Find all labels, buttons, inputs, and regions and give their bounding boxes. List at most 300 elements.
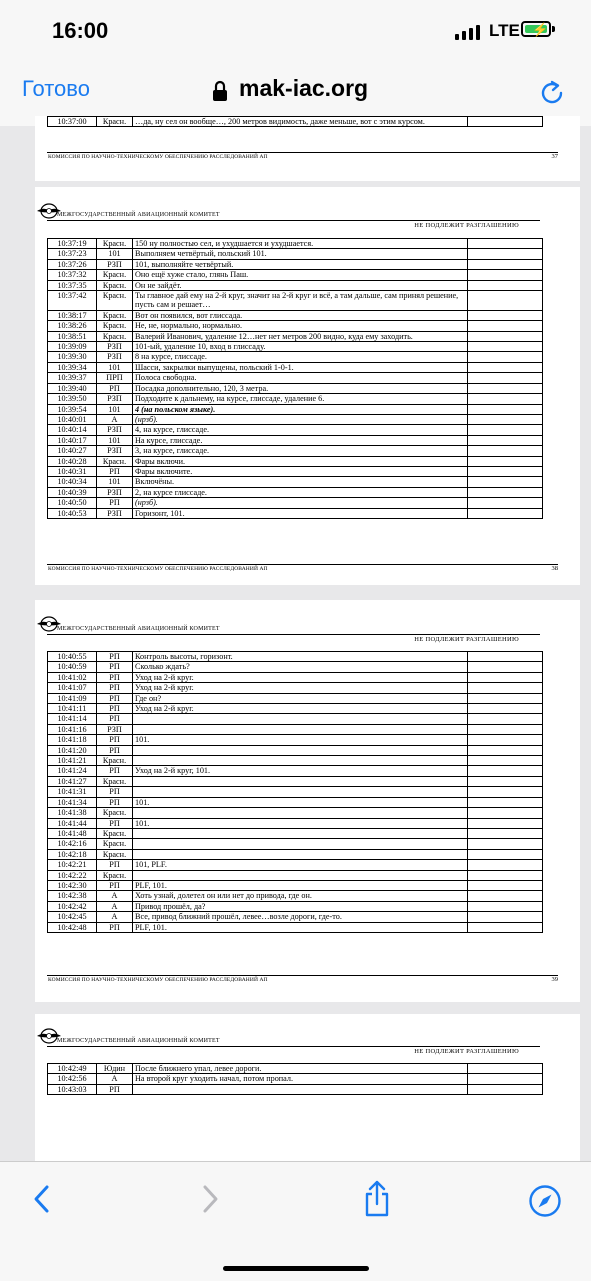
transcript-row	[48, 901, 543, 911]
notes-cell	[468, 280, 543, 290]
speaker-cell: А	[97, 891, 133, 901]
time-cell: 10:40:31	[48, 466, 97, 476]
time-cell: 10:37:00	[48, 117, 97, 127]
transcript-row	[48, 839, 543, 849]
utterance-cell: Подходите к дальнему, на курсе, глиссаде, удаление 6.	[133, 394, 468, 404]
transcript-row	[48, 922, 543, 932]
notes-cell	[468, 456, 543, 466]
time-cell: 10:39:37	[48, 373, 97, 383]
utterance-cell: Фары включите.	[133, 466, 468, 476]
transcript-row	[48, 435, 543, 445]
notes-cell	[468, 828, 543, 838]
transcript-row	[48, 891, 543, 901]
speaker-cell: Юдин	[97, 1064, 133, 1074]
transcript-row	[48, 860, 543, 870]
speaker-cell: РП	[97, 787, 133, 797]
utterance-cell: 150 ну полностью сел, и ухудшается и ухудшается.	[133, 239, 468, 249]
notes-cell	[468, 808, 543, 818]
notes-cell	[468, 383, 543, 393]
time-cell: 10:40:59	[48, 662, 97, 672]
speaker-cell: Красн.	[97, 849, 133, 859]
utterance-cell: Оно ещё хуже стало, глянь Паш.	[133, 270, 468, 280]
notes-cell	[468, 662, 543, 672]
utterance-cell: Горизонт, 101.	[133, 508, 468, 518]
utterance-cell: На курсе, глиссаде.	[133, 435, 468, 445]
utterance-cell	[133, 787, 468, 797]
speaker-cell: Красн.	[97, 310, 133, 320]
utterance-cell: 8 на курсе, глиссаде.	[133, 352, 468, 362]
utterance-cell: Уход на 2-й круг.	[133, 704, 468, 714]
transcript-row	[48, 756, 543, 766]
speaker-cell: РЗП	[97, 352, 133, 362]
notes-cell	[468, 1064, 543, 1074]
pdf-page-39	[35, 600, 580, 1002]
utterance-cell: 2, на курсе глиссаде.	[133, 487, 468, 497]
page-number: 37	[551, 153, 558, 160]
time-cell: 10:41:48	[48, 828, 97, 838]
notes-cell	[468, 901, 543, 911]
transcript-row	[48, 714, 543, 724]
utterance-cell: (нрзб).	[133, 498, 468, 508]
transcript-row	[48, 280, 543, 290]
utterance-cell: PLF, 101.	[133, 922, 468, 932]
utterance-cell: Вот он появился, вот глиссада.	[133, 310, 468, 320]
transcript-row	[48, 818, 543, 828]
notes-cell	[468, 704, 543, 714]
notes-cell	[468, 735, 543, 745]
pdf-page-38	[35, 187, 580, 585]
utterance-cell: 101.	[133, 818, 468, 828]
time-cell: 10:41:16	[48, 724, 97, 734]
time-cell: 10:42:18	[48, 849, 97, 859]
speaker-cell: РП	[97, 714, 133, 724]
transcript-row	[48, 849, 543, 859]
notes-cell	[468, 270, 543, 280]
pdf-page-37	[35, 116, 580, 181]
speaker-cell: РЗП	[97, 394, 133, 404]
time-cell: 10:40:28	[48, 456, 97, 466]
notes-cell	[468, 652, 543, 662]
transcript-row	[48, 404, 543, 414]
transcript-table-37	[47, 116, 543, 127]
back-chevron-icon[interactable]	[30, 1184, 54, 1214]
notes-cell	[468, 249, 543, 259]
utterance-cell: 3, на курсе, глиссаде.	[133, 446, 468, 456]
notes-cell	[468, 404, 543, 414]
speaker-cell: Красн.	[97, 270, 133, 280]
speaker-cell: РП	[97, 745, 133, 755]
utterance-cell: 101, выполняйте четвёртый.	[133, 259, 468, 269]
transcript-table-38	[47, 238, 543, 519]
time-cell: 10:42:38	[48, 891, 97, 901]
time-cell: 10:38:26	[48, 321, 97, 331]
speaker-cell: 101	[97, 249, 133, 259]
transcript-row	[48, 342, 543, 352]
notes-cell	[468, 321, 543, 331]
utterance-cell: 101, PLF.	[133, 860, 468, 870]
utterance-cell	[133, 745, 468, 755]
time-cell: 10:40:55	[48, 652, 97, 662]
speaker-cell: Красн.	[97, 456, 133, 466]
transcript-row	[48, 652, 543, 662]
utterance-cell: Он не зайдёт.	[133, 280, 468, 290]
speaker-cell: Красн.	[97, 331, 133, 341]
transcript-row	[48, 912, 543, 922]
transcript-row	[48, 270, 543, 280]
transcript-row	[48, 808, 543, 818]
transcript-row	[48, 310, 543, 320]
utterance-cell: Валерий Иванович, удаление 12…нет нет метров 200 видно, куда ему заходить.	[133, 331, 468, 341]
transcript-row	[48, 704, 543, 714]
transcript-row	[48, 249, 543, 259]
speaker-cell: РП	[97, 922, 133, 932]
speaker-cell: РП	[97, 735, 133, 745]
transcript-row	[48, 693, 543, 703]
utterance-cell: 101.	[133, 797, 468, 807]
transcript-row	[48, 724, 543, 734]
notes-cell	[468, 446, 543, 456]
time-cell: 10:41:31	[48, 787, 97, 797]
notes-cell	[468, 487, 543, 497]
status-bar	[0, 0, 591, 62]
notes-cell	[468, 766, 543, 776]
speaker-cell: Красн.	[97, 776, 133, 786]
mak-emblem-icon	[36, 201, 62, 221]
battery-charging-icon: ⚡	[521, 21, 551, 37]
time-cell: 10:39:34	[48, 362, 97, 372]
time-cell: 10:40:01	[48, 414, 97, 424]
notes-cell	[468, 880, 543, 890]
speaker-cell: Красн.	[97, 828, 133, 838]
status-time: 16:00	[52, 18, 109, 43]
time-cell: 10:38:51	[48, 331, 97, 341]
transcript-row	[48, 508, 543, 518]
utterance-cell: PLF, 101.	[133, 880, 468, 890]
transcript-row	[48, 1064, 543, 1074]
utterance-cell: Включёны.	[133, 477, 468, 487]
transcript-row	[48, 394, 543, 404]
speaker-cell: РП	[97, 818, 133, 828]
utterance-cell: Все, привод ближний прошёл, левее…возле дороги, где-то.	[133, 912, 468, 922]
utterance-cell: На второй круг уходить начал, потом пропал.	[133, 1074, 468, 1084]
speaker-cell: 101	[97, 362, 133, 372]
utterance-cell: Где он?	[133, 693, 468, 703]
done-button[interactable]: Готово	[22, 76, 90, 101]
transcript-row	[48, 662, 543, 672]
time-cell: 10:41:44	[48, 818, 97, 828]
notes-cell	[468, 117, 543, 127]
notes-cell	[468, 331, 543, 341]
notes-cell	[468, 724, 543, 734]
utterance-cell: 101.	[133, 735, 468, 745]
time-cell: 10:41:11	[48, 704, 97, 714]
transcript-row	[48, 683, 543, 693]
speaker-cell: РП	[97, 498, 133, 508]
notes-cell	[468, 714, 543, 724]
notes-cell	[468, 310, 543, 320]
utterance-cell	[133, 756, 468, 766]
org-header: МЕЖГОСУДАРСТВЕННЫЙ АВИАЦИОННЫЙ КОМИТЕТ	[57, 626, 220, 632]
transcript-row	[48, 477, 543, 487]
reload-icon[interactable]	[537, 78, 567, 108]
notes-cell	[468, 860, 543, 870]
time-cell: 10:42:22	[48, 870, 97, 880]
transcript-row	[48, 117, 543, 127]
page-number: 38	[551, 565, 558, 572]
notes-cell	[468, 1074, 543, 1084]
notes-cell	[468, 425, 543, 435]
utterance-cell	[133, 849, 468, 859]
time-cell: 10:39:50	[48, 394, 97, 404]
time-cell: 10:41:18	[48, 735, 97, 745]
speaker-cell: 101	[97, 435, 133, 445]
utterance-cell: 101-ый, удаление 10, вход в глиссаду.	[133, 342, 468, 352]
transcript-row	[48, 828, 543, 838]
utterance-cell	[133, 870, 468, 880]
speaker-cell: РЗП	[97, 446, 133, 456]
speaker-cell: РП	[97, 693, 133, 703]
notes-cell	[468, 373, 543, 383]
notes-cell	[468, 508, 543, 518]
speaker-cell: Красн.	[97, 839, 133, 849]
time-cell: 10:42:21	[48, 860, 97, 870]
speaker-cell: РП	[97, 1084, 133, 1094]
speaker-cell: Красн.	[97, 280, 133, 290]
notes-cell	[468, 870, 543, 880]
speaker-cell: РП	[97, 662, 133, 672]
time-cell: 10:37:26	[48, 259, 97, 269]
utterance-cell: После ближнего упал, левее дороги.	[133, 1064, 468, 1074]
share-icon[interactable]	[362, 1180, 392, 1218]
time-cell: 10:40:50	[48, 498, 97, 508]
speaker-cell: РЗП	[97, 259, 133, 269]
transcript-row	[48, 487, 543, 497]
speaker-cell: Красн.	[97, 291, 133, 311]
transcript-row	[48, 797, 543, 807]
utterance-cell: Привод прошёл, да?	[133, 901, 468, 911]
classification-label: НЕ ПОДЛЕЖИТ РАЗГЛАШЕНИЮ	[414, 636, 519, 643]
transcript-row	[48, 291, 543, 311]
time-cell: 10:40:39	[48, 487, 97, 497]
time-cell: 10:42:45	[48, 912, 97, 922]
notes-cell	[468, 498, 543, 508]
transcript-row	[48, 880, 543, 890]
transcript-row	[48, 776, 543, 786]
pdf-viewer[interactable]	[0, 117, 591, 1161]
speaker-cell: А	[97, 1074, 133, 1084]
cellular-signal-icon	[455, 24, 481, 40]
notes-cell	[468, 259, 543, 269]
classification-label: НЕ ПОДЛЕЖИТ РАЗГЛАШЕНИЮ	[414, 1048, 519, 1055]
notes-cell	[468, 912, 543, 922]
time-cell: 10:41:14	[48, 714, 97, 724]
utterance-cell: Хоть узнай, долетел он или нет до привода, где он.	[133, 891, 468, 901]
speaker-cell: РП	[97, 672, 133, 682]
utterance-cell: 4 (на польском языке).	[133, 404, 468, 414]
time-cell: 10:40:53	[48, 508, 97, 518]
time-cell: 10:37:19	[48, 239, 97, 249]
notes-cell	[468, 787, 543, 797]
utterance-cell	[133, 828, 468, 838]
utterance-cell: …да, ну сел он вообще…, 200 метров видимость, даже меньше, вот с этим курсом.	[133, 117, 468, 127]
time-cell: 10:38:17	[48, 310, 97, 320]
time-cell: 10:41:27	[48, 776, 97, 786]
notes-cell	[468, 352, 543, 362]
transcript-row	[48, 672, 543, 682]
speaker-cell: Красн.	[97, 239, 133, 249]
time-cell: 10:41:20	[48, 745, 97, 755]
org-header: МЕЖГОСУДАРСТВЕННЫЙ АВИАЦИОННЫЙ КОМИТЕТ	[57, 1038, 220, 1044]
transcript-row	[48, 787, 543, 797]
utterance-cell	[133, 839, 468, 849]
time-cell: 10:42:49	[48, 1064, 97, 1074]
speaker-cell: А	[97, 414, 133, 424]
speaker-cell: РП	[97, 652, 133, 662]
notes-cell	[468, 818, 543, 828]
transcript-row	[48, 331, 543, 341]
notes-cell	[468, 435, 543, 445]
transcript-row	[48, 362, 543, 372]
speaker-cell: РП	[97, 766, 133, 776]
transcript-row	[48, 766, 543, 776]
home-indicator	[223, 1266, 369, 1271]
notes-cell	[468, 683, 543, 693]
time-cell: 10:43:03	[48, 1084, 97, 1094]
utterance-cell: Ты главное дай ему на 2-й круг, значит на 2-й круг и всё, а там дальше, сам принял решение, пусть сам и решает…	[133, 291, 468, 311]
time-cell: 10:41:34	[48, 797, 97, 807]
notes-cell	[468, 839, 543, 849]
utterance-cell	[133, 1084, 468, 1094]
transcript-row	[48, 1084, 543, 1094]
page-footer: КОМИССИЯ ПО НАУЧНО-ТЕХНИЧЕСКОМУ ОБЕСПЕЧЕНИЮ РАССЛЕДОВАНИЙ АП	[48, 154, 268, 160]
speaker-cell: РЗП	[97, 342, 133, 352]
utterance-cell: 4, на курсе, глиссаде.	[133, 425, 468, 435]
transcript-row	[48, 446, 543, 456]
utterance-cell: Уход на 2-й круг, 101.	[133, 766, 468, 776]
org-header: МЕЖГОСУДАРСТВЕННЫЙ АВИАЦИОННЫЙ КОМИТЕТ	[57, 212, 220, 218]
time-cell: 10:42:48	[48, 922, 97, 932]
notes-cell	[468, 477, 543, 487]
time-cell: 10:42:42	[48, 901, 97, 911]
notes-cell	[468, 849, 543, 859]
speaker-cell: 101	[97, 404, 133, 414]
time-cell: 10:37:23	[48, 249, 97, 259]
page-footer: КОМИССИЯ ПО НАУЧНО-ТЕХНИЧЕСКОМУ ОБЕСПЕЧЕНИЮ РАССЛЕДОВАНИЙ АП	[48, 566, 268, 572]
speaker-cell: РЗП	[97, 487, 133, 497]
transcript-table-40	[47, 1063, 543, 1095]
speaker-cell: РЗП	[97, 425, 133, 435]
notes-cell	[468, 797, 543, 807]
speaker-cell: Красн.	[97, 756, 133, 766]
speaker-cell: РП	[97, 704, 133, 714]
transcript-row	[48, 466, 543, 476]
utterance-cell	[133, 808, 468, 818]
speaker-cell: Красн.	[97, 870, 133, 880]
speaker-cell: Красн.	[97, 321, 133, 331]
time-cell: 10:40:17	[48, 435, 97, 445]
utterance-cell: Шасси, закрылки выпущены, польский 1-0-1.	[133, 362, 468, 372]
url-label[interactable]: mak-iac.org	[239, 75, 369, 101]
time-cell: 10:37:42	[48, 291, 97, 311]
transcript-row	[48, 414, 543, 424]
notes-cell	[468, 466, 543, 476]
time-cell: 10:42:56	[48, 1074, 97, 1084]
transcript-row	[48, 870, 543, 880]
speaker-cell: РП	[97, 880, 133, 890]
utterance-cell: Полоса свободна.	[133, 373, 468, 383]
time-cell: 10:39:30	[48, 352, 97, 362]
time-cell: 10:39:54	[48, 404, 97, 414]
transcript-row	[48, 1074, 543, 1084]
time-cell: 10:41:24	[48, 766, 97, 776]
utterance-cell: Сколько ждать?	[133, 662, 468, 672]
speaker-cell: А	[97, 912, 133, 922]
utterance-cell: Посадка дополнительно, 120, 3 метра.	[133, 383, 468, 393]
notes-cell	[468, 745, 543, 755]
utterance-cell: Уход на 2-й круг.	[133, 683, 468, 693]
transcript-row	[48, 498, 543, 508]
time-cell: 10:39:40	[48, 383, 97, 393]
speaker-cell: ПРП	[97, 373, 133, 383]
utterance-cell: Выполняем четвёртый, польский 101.	[133, 249, 468, 259]
utterance-cell: (нрзб).	[133, 414, 468, 424]
utterance-cell: Не, не, нормально, нормально.	[133, 321, 468, 331]
notes-cell	[468, 776, 543, 786]
pdf-page-40	[35, 1014, 580, 1184]
speaker-cell: РП	[97, 683, 133, 693]
transcript-table-39	[47, 651, 543, 933]
transcript-row	[48, 745, 543, 755]
notes-cell	[468, 1084, 543, 1094]
notes-cell	[468, 756, 543, 766]
notes-cell	[468, 891, 543, 901]
utterance-cell: Уход на 2-й круг.	[133, 672, 468, 682]
notes-cell	[468, 291, 543, 311]
safari-compass-icon[interactable]	[528, 1184, 562, 1218]
utterance-cell: Контроль высоты, горизонт.	[133, 652, 468, 662]
transcript-row	[48, 239, 543, 249]
notes-cell	[468, 362, 543, 372]
time-cell: 10:41:07	[48, 683, 97, 693]
time-cell: 10:40:34	[48, 477, 97, 487]
utterance-cell	[133, 714, 468, 724]
time-cell: 10:41:09	[48, 693, 97, 703]
transcript-row	[48, 259, 543, 269]
time-cell: 10:42:30	[48, 880, 97, 890]
time-cell: 10:41:21	[48, 756, 97, 766]
time-cell: 10:41:02	[48, 672, 97, 682]
transcript-row	[48, 456, 543, 466]
transcript-row	[48, 735, 543, 745]
time-cell: 10:41:38	[48, 808, 97, 818]
notes-cell	[468, 394, 543, 404]
page-footer: КОМИССИЯ ПО НАУЧНО-ТЕХНИЧЕСКОМУ ОБЕСПЕЧЕНИЮ РАССЛЕДОВАНИЙ АП	[48, 977, 268, 983]
network-type: LTE	[489, 21, 520, 40]
speaker-cell: А	[97, 901, 133, 911]
notes-cell	[468, 239, 543, 249]
utterance-cell	[133, 776, 468, 786]
transcript-row	[48, 373, 543, 383]
speaker-cell: РП	[97, 466, 133, 476]
speaker-cell: РЗП	[97, 508, 133, 518]
utterance-cell	[133, 724, 468, 734]
speaker-cell: 101	[97, 477, 133, 487]
notes-cell	[468, 672, 543, 682]
forward-chevron-icon[interactable]	[198, 1184, 222, 1214]
notes-cell	[468, 922, 543, 932]
speaker-cell: РЗП	[97, 724, 133, 734]
time-cell: 10:37:32	[48, 270, 97, 280]
